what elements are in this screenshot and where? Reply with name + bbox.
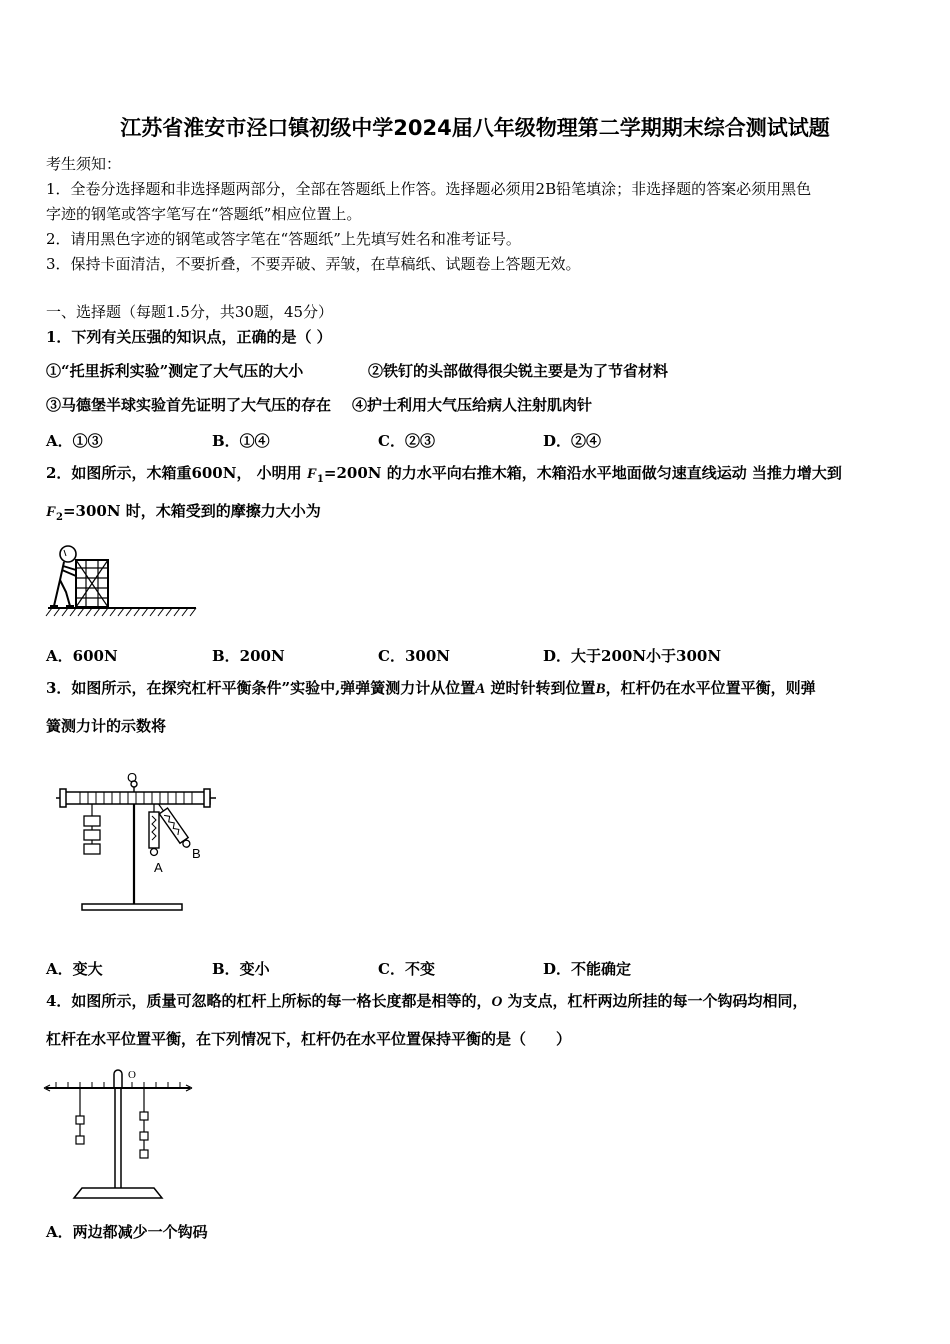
q2-stem-line1: 2．如图所示，木箱重600N， 小明用 $F_1=200N$ 的力水平向右推木箱，木箱沿水平地面做匀速直线运动 当推力增大到 bbox=[46, 464, 842, 485]
q3-option-a[interactable]: A．变大 bbox=[46, 960, 103, 978]
q2-option-b[interactable]: B．200N bbox=[212, 647, 285, 665]
q3-figure-lever-spring-scale bbox=[56, 770, 218, 920]
notice-item-1: 1．全卷分选择题和非选择题两部分，全部在答题纸上作答。选择题必须用2B铅笔填涂；非选择题的答案必须用黑色 bbox=[46, 180, 812, 198]
notice-item-1-cont: 字迹的钢笔或答字笔写在“答题纸”相应位置上。 bbox=[46, 205, 362, 223]
q3-label-o: O bbox=[127, 770, 138, 785]
q2-option-c[interactable]: C．300N bbox=[378, 647, 450, 665]
q4-label-o: O bbox=[128, 1069, 136, 1081]
q3-option-c[interactable]: C．不变 bbox=[378, 960, 435, 978]
q3-option-b[interactable]: B．变小 bbox=[212, 960, 270, 978]
q2-figure-box-push bbox=[46, 540, 198, 620]
notice-item-2: 2．请用黑色字迹的钢笔或答字笔在“答题纸”上先填写姓名和准考证号。 bbox=[46, 230, 521, 248]
notice-heading: 考生须知： bbox=[46, 155, 122, 173]
notice-item-3: 3．保持卡面清洁，不要折叠，不要弄破、弄皱，在草稿纸、试题卷上答题无效。 bbox=[46, 255, 581, 273]
q1-statement-4: ④护士利用大气压给病人注射肌肉针 bbox=[352, 396, 593, 414]
q4-stem-line1: 4．如图所示，质量可忽略的杠杆上所标的每一格长度都是相等的，O 为支点，杠杆两边所挂的每一个钩码均相同， bbox=[46, 992, 808, 1010]
q2-option-a[interactable]: A．600N bbox=[46, 647, 118, 665]
q2-stem-line2: $F_2=300N$ 时，木箱受到的摩擦力大小为 bbox=[46, 502, 321, 523]
q1-option-d[interactable]: D．②④ bbox=[543, 432, 602, 450]
q4-option-a[interactable]: A．两边都减少一个钩码 bbox=[46, 1223, 208, 1241]
q1-option-c[interactable]: C．②③ bbox=[378, 432, 435, 450]
q1-option-b[interactable]: B．①④ bbox=[212, 432, 270, 450]
q4-figure-lever-weights bbox=[44, 1066, 194, 1202]
q1-option-a[interactable]: A．①③ bbox=[46, 432, 103, 450]
q3-label-a: A bbox=[154, 860, 163, 875]
q3-stem-line1: 3．如图所示，在探究杠杆平衡条件”实验中,弹弹簧测力计从位置A 逆时针转到位置B，杠杆仍在水平位置平衡，则弹 bbox=[46, 679, 816, 697]
page-title: 江苏省淮安市泾口镇初级中学2024届八年级物理第二学期期末综合测试试题 bbox=[120, 116, 830, 140]
q2-option-d[interactable]: D．大于200N小于300N bbox=[543, 647, 722, 665]
q1-statement-2: ②铁钉的头部做得很尖锐主要是为了节省材料 bbox=[368, 362, 669, 380]
q3-label-b: B bbox=[192, 846, 201, 861]
section-heading: 一、选择题（每题1.5分，共30题，45分） bbox=[46, 303, 334, 321]
q3-option-d[interactable]: D．不能确定 bbox=[543, 960, 632, 978]
q1-statement-3: ③马德堡半球实验首先证明了大气压的存在 bbox=[46, 396, 332, 414]
q3-stem-line2: 簧测力计的示数将 bbox=[46, 717, 167, 735]
q4-stem-line2: 杠杆在水平位置平衡，在下列情况下，杠杆仍在水平位置保持平衡的是（ ） bbox=[46, 1030, 572, 1048]
q1-stem: 1．下列有关压强的知识点，正确的是（ ） bbox=[46, 328, 332, 346]
q1-statement-1: ①“托里拆利实验”测定了大气压的大小 bbox=[46, 362, 304, 380]
